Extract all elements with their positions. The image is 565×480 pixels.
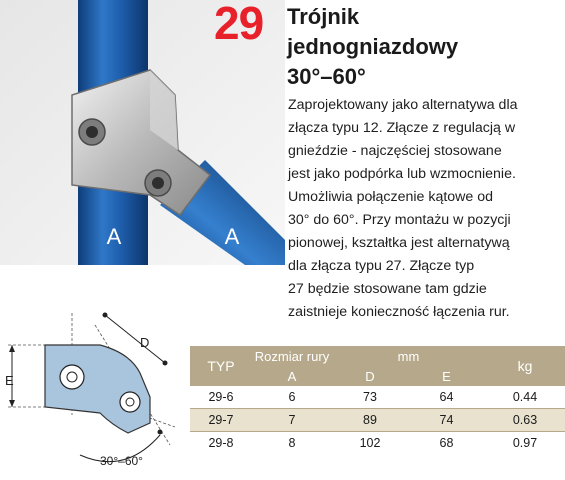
dimension-e-label: E bbox=[5, 373, 14, 388]
dimension-d-label: D bbox=[140, 335, 150, 350]
description-line: gnieździe - najczęściej stosowane bbox=[288, 143, 502, 159]
pipe-label-right: A bbox=[224, 224, 240, 249]
cell-d: 102 bbox=[359, 436, 381, 450]
table-header-row bbox=[190, 346, 565, 366]
cell-kg: 0.44 bbox=[485, 386, 565, 409]
col-rozmiar: Rozmiar rury bbox=[254, 348, 330, 364]
description-line: 27 będzie stosowane tam gdzie bbox=[288, 281, 487, 297]
col-kg: kg bbox=[517, 358, 533, 374]
technical-diagram bbox=[0, 305, 190, 480]
cell-e: 74 bbox=[408, 409, 485, 432]
title-line: jednogniazdowy bbox=[287, 34, 459, 59]
description-line: 30° do 60°. Przy montażu w pozycji bbox=[288, 212, 511, 228]
title-line: Trójnik bbox=[287, 4, 360, 29]
description-line: dla złącza typu 27. Złącze typ bbox=[288, 258, 475, 274]
col-d: D bbox=[365, 368, 375, 384]
fitting-outline bbox=[45, 345, 150, 433]
col-mm: mm bbox=[397, 348, 420, 364]
cell-typ: 29-7 bbox=[190, 409, 252, 432]
col-typ: TYP bbox=[207, 358, 235, 374]
col-a: A bbox=[287, 368, 297, 384]
cell-e: 68 bbox=[439, 436, 454, 450]
cell-kg: 0.97 bbox=[512, 436, 538, 450]
title-line: 30°–60° bbox=[287, 64, 366, 89]
description-line: Umożliwia połączenie kątowe od bbox=[288, 189, 494, 205]
description-line: pionowej, kształtka jest alternatywą bbox=[288, 235, 510, 251]
table-row bbox=[190, 386, 565, 409]
table-row bbox=[190, 432, 565, 455]
description-line: jest jako podpórka lub wzmocnienie. bbox=[288, 166, 516, 182]
cell-e: 64 bbox=[408, 386, 485, 409]
cell-typ: 29-6 bbox=[190, 386, 252, 409]
cell-d: 89 bbox=[332, 409, 408, 432]
cell-typ: 29-8 bbox=[208, 436, 234, 450]
cell-a: 8 bbox=[288, 436, 296, 450]
cell-kg: 0.63 bbox=[485, 409, 565, 432]
table-row bbox=[190, 409, 565, 432]
description-line: zaistnieje konieczność łączenia rur. bbox=[288, 304, 510, 320]
angle-label: 30°–60° bbox=[100, 454, 143, 468]
description-line: złącza typu 12. Złącze z regulacją w bbox=[288, 120, 516, 136]
product-description bbox=[288, 94, 563, 324]
cell-a: 6 bbox=[252, 386, 332, 409]
spec-table bbox=[190, 346, 565, 454]
cell-a: 7 bbox=[252, 409, 332, 432]
product-number: 29 bbox=[214, 0, 264, 49]
product-title bbox=[287, 2, 562, 92]
pipe-label-left: A bbox=[106, 224, 122, 249]
cell-d: 73 bbox=[332, 386, 408, 409]
col-e: E bbox=[442, 368, 451, 384]
description-line: Zaprojektowany jako alternatywa dla bbox=[288, 97, 518, 113]
